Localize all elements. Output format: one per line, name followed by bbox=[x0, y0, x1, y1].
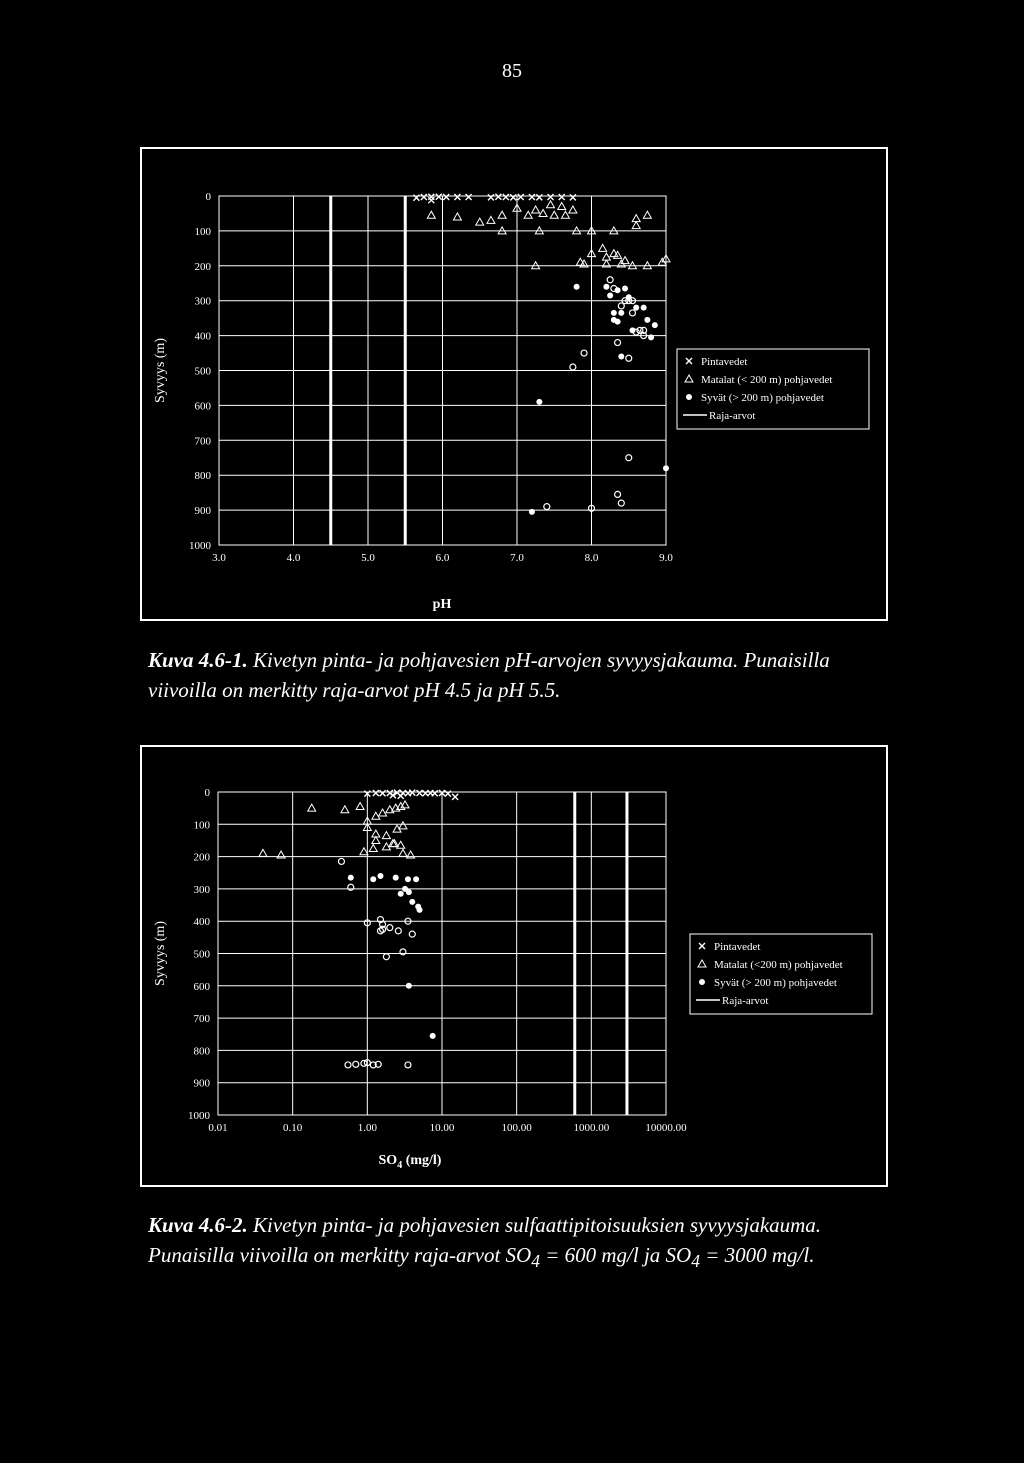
x-axis-label: pH bbox=[432, 597, 452, 612]
dot-marker bbox=[405, 876, 411, 882]
x-tick-label: 6.0 bbox=[435, 552, 450, 564]
circle-marker bbox=[387, 925, 393, 931]
x-marker bbox=[452, 794, 458, 800]
circle-marker bbox=[338, 858, 344, 864]
triangle-marker bbox=[632, 215, 640, 222]
triangle-marker bbox=[453, 213, 461, 220]
legend-entry: Matalat (<200 m) pohjavedet bbox=[714, 959, 843, 971]
page-number: 85 bbox=[502, 60, 522, 82]
triangle-marker bbox=[369, 845, 377, 852]
circle-marker bbox=[607, 277, 613, 283]
dot-marker bbox=[652, 322, 658, 328]
caption-2-end: = 3000 mg/l. bbox=[699, 1243, 815, 1267]
dot-marker bbox=[686, 394, 692, 400]
triangle-marker bbox=[476, 218, 484, 225]
y-tick-label: 600 bbox=[194, 400, 211, 413]
triangle-marker bbox=[399, 849, 407, 856]
y-tick-label: 900 bbox=[194, 505, 211, 518]
triangle-marker bbox=[532, 206, 540, 213]
x-tick-label: 9.0 bbox=[659, 552, 673, 564]
triangle-marker bbox=[643, 211, 651, 218]
triangle-marker bbox=[399, 822, 407, 829]
circle-marker bbox=[383, 954, 389, 960]
dot-marker bbox=[648, 334, 654, 340]
legend-entry: Pintavedet bbox=[714, 941, 761, 953]
dot-marker bbox=[644, 317, 650, 323]
x-marker bbox=[570, 194, 576, 200]
dot-marker bbox=[413, 876, 419, 882]
y-tick-label: 600 bbox=[193, 980, 210, 993]
triangle-marker bbox=[427, 211, 435, 218]
y-tick-label: 800 bbox=[193, 1045, 210, 1058]
circle-marker bbox=[544, 504, 550, 510]
caption-2-text: Kivetyn pinta- ja pohjavesien sulfaattipitoisuuksien syvyysjakauma. Punaisilla viivoilla on merkitty raja-arvot SO bbox=[148, 1213, 822, 1267]
circle-marker bbox=[618, 303, 624, 309]
legend-entry: Matalat (< 200 m) pohjavedet bbox=[701, 374, 833, 386]
y-tick-label: 0 bbox=[205, 191, 211, 203]
dot-marker bbox=[430, 1033, 436, 1039]
circle-marker bbox=[395, 928, 401, 934]
x-marker bbox=[488, 194, 494, 200]
y-tick-label: 900 bbox=[193, 1077, 210, 1090]
circle-marker bbox=[345, 1062, 351, 1068]
figure-caption-1 bbox=[148, 645, 888, 705]
circle-marker bbox=[618, 500, 624, 506]
y-tick-label: 400 bbox=[194, 330, 211, 343]
x-marker bbox=[518, 194, 524, 200]
x-marker bbox=[443, 194, 449, 200]
circle-marker bbox=[405, 1062, 411, 1068]
y-tick-label: 100 bbox=[194, 225, 211, 238]
triangle-marker bbox=[259, 849, 267, 856]
triangle-marker bbox=[360, 848, 368, 855]
circle-marker bbox=[626, 455, 632, 461]
circle-marker bbox=[581, 350, 587, 356]
caption-1-label: Kuva 4.6-1. bbox=[148, 648, 248, 672]
y-tick-label: 700 bbox=[194, 435, 211, 448]
dot-marker bbox=[611, 310, 617, 316]
x-marker bbox=[529, 194, 535, 200]
triangle-marker bbox=[379, 809, 387, 816]
x-tick-label: 0.01 bbox=[208, 1122, 228, 1134]
x-tick-label: 8.0 bbox=[584, 552, 599, 564]
x-marker bbox=[510, 194, 516, 200]
triangle-marker bbox=[561, 211, 569, 218]
legend-entry: Raja-arvot bbox=[722, 995, 769, 1007]
x-marker bbox=[417, 790, 423, 796]
legend-entry: Syvät (> 200 m) pohjavedet bbox=[714, 977, 837, 989]
dot-marker bbox=[417, 907, 423, 913]
legend-entry: Pintavedet bbox=[701, 356, 748, 368]
dot-marker bbox=[536, 399, 542, 405]
triangle-marker bbox=[498, 211, 506, 218]
dot-marker bbox=[629, 327, 635, 333]
triangle-marker bbox=[535, 227, 543, 234]
dot-marker bbox=[529, 509, 535, 515]
x-tick-label: 0.10 bbox=[283, 1122, 303, 1134]
y-tick-label: 800 bbox=[194, 470, 211, 483]
y-axis-label: Syvyys (m) bbox=[153, 338, 168, 403]
y-tick-label: 300 bbox=[194, 295, 211, 308]
triangle-marker bbox=[532, 262, 540, 269]
circle-marker bbox=[570, 364, 576, 370]
ph-depth-plot bbox=[142, 149, 886, 619]
y-tick-label: 100 bbox=[193, 819, 210, 832]
dot-marker bbox=[641, 305, 647, 311]
x-marker bbox=[548, 194, 554, 200]
dot-marker bbox=[409, 899, 415, 905]
dot-marker bbox=[699, 979, 705, 985]
triangle-marker bbox=[573, 227, 581, 234]
y-tick-label: 700 bbox=[193, 1013, 210, 1026]
caption-2-label: Kuva 4.6-2. bbox=[148, 1213, 248, 1237]
x-marker bbox=[436, 194, 442, 200]
x-tick-label: 100.00 bbox=[501, 1122, 532, 1134]
dot-marker bbox=[603, 284, 609, 290]
x-marker bbox=[421, 194, 427, 200]
so4-depth-chart bbox=[140, 745, 888, 1187]
x-tick-label: 3.0 bbox=[212, 552, 226, 564]
triangle-marker bbox=[487, 216, 495, 223]
ph-depth-chart bbox=[140, 147, 888, 621]
caption-2-mid: = 600 mg/l ja SO bbox=[539, 1243, 692, 1267]
triangle-marker bbox=[610, 227, 618, 234]
triangle-marker bbox=[382, 832, 390, 839]
dot-marker bbox=[398, 891, 404, 897]
dot-marker bbox=[622, 285, 628, 291]
triangle-marker bbox=[599, 244, 607, 251]
circle-marker bbox=[409, 931, 415, 937]
triangle-marker bbox=[643, 262, 651, 269]
y-tick-label: 1000 bbox=[189, 540, 211, 552]
triangle-marker bbox=[341, 806, 349, 813]
circle-marker bbox=[626, 355, 632, 361]
x-marker bbox=[432, 790, 438, 796]
triangle-marker bbox=[558, 202, 566, 209]
legend-entry: Raja-arvot bbox=[709, 410, 756, 422]
triangle-marker bbox=[628, 262, 636, 269]
x-tick-label: 1.00 bbox=[357, 1122, 377, 1134]
triangle-marker bbox=[356, 803, 364, 810]
y-tick-label: 1000 bbox=[188, 1110, 210, 1122]
legend-entry: Syvät (> 200 m) pohjavedet bbox=[701, 392, 824, 404]
triangle-marker bbox=[550, 211, 558, 218]
x-marker bbox=[536, 194, 542, 200]
circle-marker bbox=[615, 340, 621, 346]
dot-marker bbox=[574, 284, 580, 290]
x-marker bbox=[428, 197, 434, 203]
x-marker bbox=[398, 793, 404, 799]
y-tick-label: 300 bbox=[193, 883, 210, 896]
dot-marker bbox=[406, 983, 412, 989]
x-axis-label: $SO_4$ (mg/l) bbox=[378, 1153, 442, 1171]
triangle-marker bbox=[392, 804, 400, 811]
triangle-marker bbox=[539, 209, 547, 216]
y-tick-label: 400 bbox=[193, 916, 210, 929]
x-tick-label: 5.0 bbox=[361, 552, 375, 564]
dot-marker bbox=[615, 319, 621, 325]
x-marker bbox=[559, 194, 565, 200]
dot-marker bbox=[607, 292, 613, 298]
dot-marker bbox=[393, 875, 399, 881]
x-marker bbox=[495, 194, 501, 200]
x-marker bbox=[503, 194, 509, 200]
x-marker bbox=[380, 790, 386, 796]
y-tick-label: 500 bbox=[194, 365, 211, 378]
caption-1-text: Kivetyn pinta- ja pohjavesien pH-arvojen syvyysjakauma. Punaisilla viivoilla on merkitty raja-arvot pH 4.5 ja pH 5.5. bbox=[148, 648, 830, 702]
triangle-marker bbox=[397, 841, 405, 848]
caption-2-sub-2: 4 bbox=[691, 1251, 700, 1272]
y-tick-label: 0 bbox=[204, 787, 210, 799]
x-tick-label: 10000.00 bbox=[645, 1122, 687, 1134]
dot-marker bbox=[377, 873, 383, 879]
y-tick-label: 200 bbox=[194, 260, 211, 273]
circle-marker bbox=[353, 1061, 359, 1067]
triangle-marker bbox=[614, 251, 622, 258]
x-tick-label: 10.00 bbox=[429, 1122, 455, 1134]
x-tick-label: 1000.00 bbox=[573, 1122, 610, 1134]
x-marker bbox=[409, 790, 415, 796]
y-axis-label: Syvyys (m) bbox=[153, 921, 168, 986]
y-tick-label: 200 bbox=[193, 851, 210, 864]
caption-2-sub-1: 4 bbox=[531, 1251, 540, 1272]
x-marker bbox=[454, 194, 460, 200]
dot-marker bbox=[406, 889, 412, 895]
y-tick-label: 500 bbox=[193, 948, 210, 961]
so4-depth-plot bbox=[142, 747, 886, 1185]
x-tick-label: 7.0 bbox=[510, 552, 524, 564]
x-tick-label: 4.0 bbox=[286, 552, 301, 564]
triangle-marker bbox=[569, 206, 577, 213]
x-marker bbox=[466, 194, 472, 200]
triangle-marker bbox=[524, 211, 532, 218]
triangle-marker bbox=[602, 253, 610, 260]
x-marker bbox=[373, 790, 379, 796]
triangle-marker bbox=[498, 227, 506, 234]
dot-marker bbox=[348, 875, 354, 881]
dot-marker bbox=[618, 310, 624, 316]
triangle-marker bbox=[632, 222, 640, 229]
circle-marker bbox=[629, 310, 635, 316]
triangle-marker bbox=[547, 201, 555, 208]
dot-marker bbox=[370, 876, 376, 882]
triangle-marker bbox=[308, 804, 316, 811]
dot-marker bbox=[618, 354, 624, 360]
triangle-marker bbox=[372, 836, 380, 843]
dot-marker bbox=[663, 465, 669, 471]
circle-marker bbox=[615, 491, 621, 497]
dot-marker bbox=[615, 287, 621, 293]
figure-caption-2 bbox=[148, 1210, 888, 1276]
